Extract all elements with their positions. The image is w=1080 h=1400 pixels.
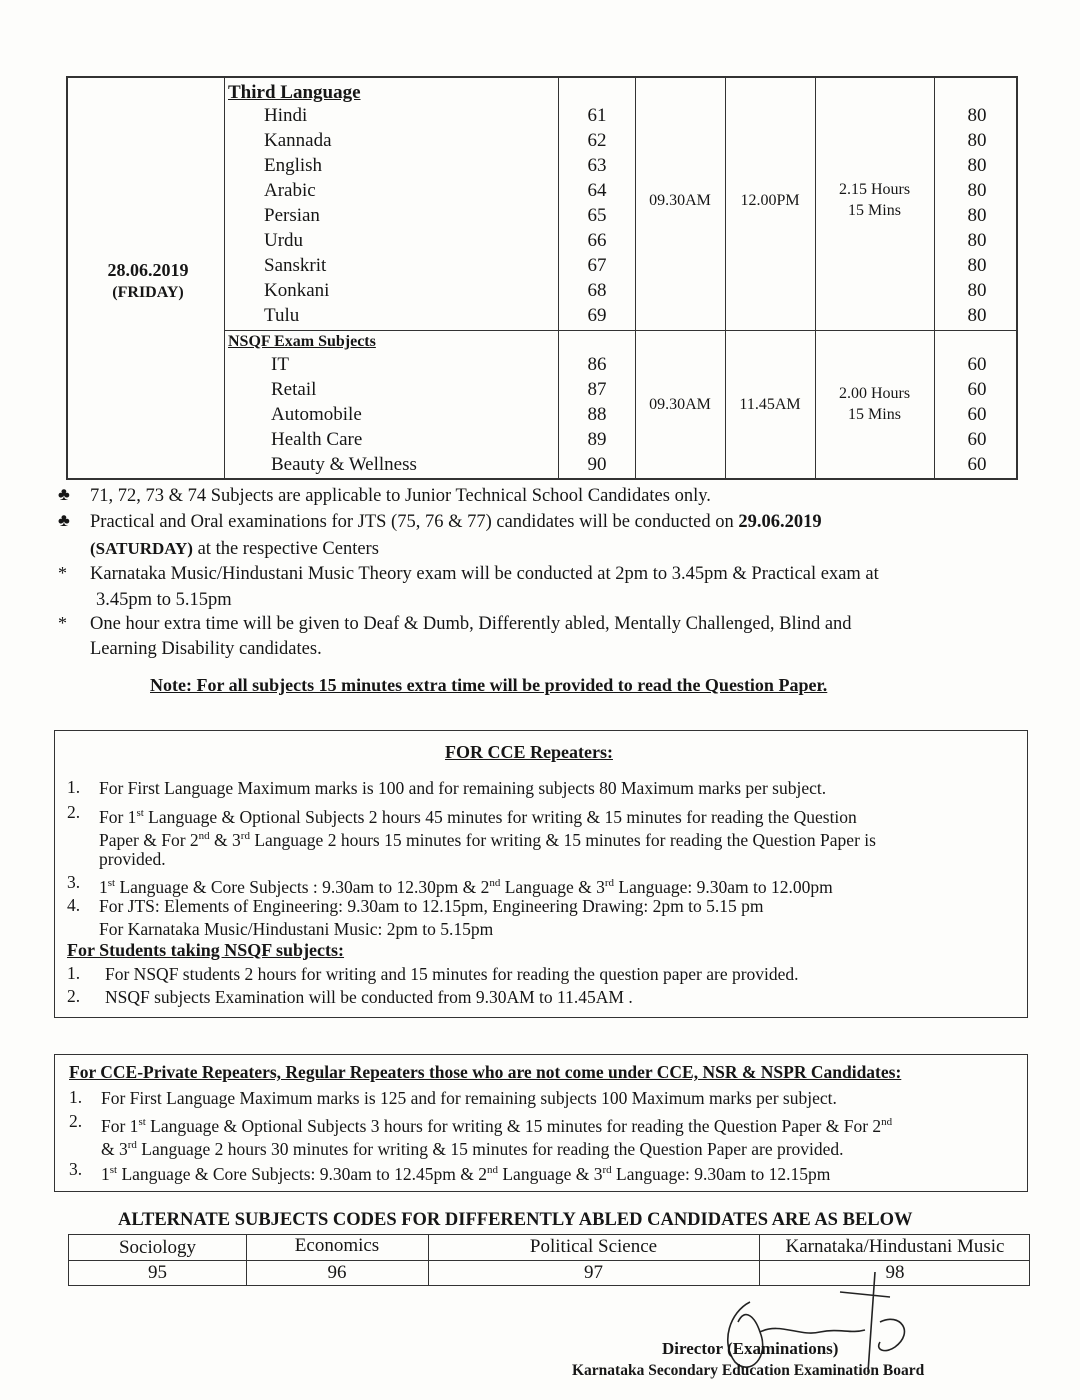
third_language-subject-code: 64 [587,180,607,201]
third_language-subject-marks: 80 [967,180,987,201]
alt-header-economics: Economics [294,1235,380,1256]
nsqf-subject-code: 87 [587,379,607,400]
t: Language 2 hours 15 minutes for writing & 15 minutes for reading the Question Paper is [249,829,876,850]
col-divider [934,78,935,478]
sup: st [136,807,144,819]
star-bullet: * [58,613,67,633]
cce-item-4: For JTS: Elements of Engineering: 9.30am to 12.15pm, Engineering Drawing: 2pm to 5.15 pm [99,896,764,916]
third_language-subject-code: 65 [587,205,607,226]
third_language-subject-name: Urdu [264,230,304,251]
t: Language: 9.30am to 12.00pm [614,876,833,897]
list-number: 1. [69,1087,83,1107]
sup: rd [240,830,250,842]
third_language-subject-marks: 80 [967,130,987,151]
sup: nd [486,1164,498,1176]
alt-code-political-science: 97 [584,1262,603,1283]
private-item-1: For First Language Maximum marks is 125 and for remaining subjects 100 Maximum marks per subject. [101,1088,837,1108]
main-note: Note: For all subjects 15 minutes extra time will be provided to read the Question Paper. [150,675,828,695]
nsqf-title: NSQF Exam Subjects [228,333,376,350]
cce-item-2-end: provided. [99,849,166,869]
sup: nd [198,830,210,842]
nsqf-subject-name: Health Care [271,429,363,450]
col-divider [558,78,559,478]
row-divider [69,1260,1029,1261]
col-divider [635,78,636,478]
list-number: 2. [67,802,81,822]
nsqf-subject-marks: 60 [967,354,987,375]
third_language-subject-marks: 80 [967,280,987,301]
exam-day: (FRIDAY) [112,284,184,301]
cce-repeaters-box [54,730,1028,1018]
nsqf-subject-code: 90 [587,454,607,475]
third_language-subject-marks: 80 [967,155,987,176]
alt-code-music: 98 [885,1262,905,1283]
sup: rd [602,1164,612,1176]
third-language-reading-time: 15 Mins [848,202,901,219]
nsqf-item-1: For NSQF students 2 hours for writing and 15 minutes for reading the question paper are provided. [105,964,799,984]
sup: nd [881,1116,893,1128]
t: Language & Optional Subjects 2 hours 45 minutes for writing & 15 minutes for reading the Question [143,806,857,827]
third-language-end: 12.00PM [740,192,800,209]
nsqf-students-title: For Students taking NSQF subjects: [67,940,345,960]
third_language-subject-code: 69 [587,305,607,326]
alternate-codes-title: ALTERNATE SUBJECTS CODES FOR DIFFERENTLY ABLED CANDIDATES ARE AS BELOW [118,1210,913,1230]
col-divider [725,78,726,478]
signature-role: Director (Examinations) [662,1339,839,1358]
third_language-subject-marks: 80 [967,305,987,326]
third_language-subject-code: 63 [587,155,607,176]
third_language-subject-name: Arabic [264,180,316,201]
nsqf-duration: 2.00 Hours [838,385,911,402]
sup: rd [127,1139,137,1151]
third_language-subject-code: 66 [587,230,607,251]
private-title: For CCE-Private Repeaters, Regular Repeaters those who are not come under CCE, NSR & NSPR Candidates: [69,1062,902,1082]
third_language-subject-name: Persian [264,205,320,226]
third-language-start: 09.30AM [649,192,711,209]
note-practical-exam-cont [90,536,379,562]
third_language-subject-name: English [264,155,323,176]
third_language-subject-name: Hindi [264,105,308,126]
private-item-3 [101,1159,830,1186]
nsqf-subject-marks: 60 [967,404,987,425]
list-number: 3. [67,872,81,892]
third_language-subject-marks: 80 [967,255,987,276]
private-repeaters-box [54,1054,1028,1192]
note-music-exam-cont: 3.45pm to 5.15pm [96,590,232,610]
third_language-subject-code: 67 [587,255,607,276]
note-practical-exam [90,510,1020,535]
list-number: 3. [69,1159,83,1179]
note-practical-text: Practical and Oral examinations for JTS (75, 76 & 77) candidates will be conducted on [90,512,734,532]
third_language-subject-name: Tulu [264,305,300,326]
t: Language & Optional Subjects 3 hours for writing & 15 minutes for reading the Question Paper & For 2 [145,1115,882,1136]
nsqf-subject-marks: 60 [967,379,987,400]
note-extra-time: One hour extra time will be given to Deaf & Dumb, Differently abled, Mentally Challenged, Blind and [90,614,852,634]
nsqf-subject-code: 89 [587,429,607,450]
nsqf-start: 09.30AM [649,396,711,413]
third_language-subject-marks: 80 [967,230,987,251]
third_language-subject-marks: 80 [967,105,987,126]
alt-header-sociology: Sociology [118,1237,197,1258]
t: 1 [99,876,108,897]
list-number: 1. [67,963,81,983]
alt-header-political-science: Political Science [529,1236,658,1257]
club-bullet: ♣ [58,510,70,530]
third_language-subject-name: Sanskrit [264,255,327,276]
exam-timetable [66,76,1018,480]
note-practical-centers: at the respective Centers [197,539,379,559]
club-bullet: ♣ [58,484,70,504]
t: Language & Core Subjects : 9.30am to 12.30pm & 2 [115,876,490,897]
nsqf-end: 11.45AM [739,396,801,413]
sup: st [107,877,116,889]
cce-item-1: For First Language Maximum marks is 100 and for remaining subjects 80 Maximum marks per subject. [99,778,827,798]
sup: nd [489,877,501,889]
list-number: 1. [67,777,81,797]
list-number: 2. [69,1111,83,1131]
note-practical-date: 29.06.2019 [738,512,822,532]
t: Language: 9.30am to 12.15pm [611,1163,831,1184]
nsqf-subject-code: 86 [587,354,607,375]
list-number: 2. [67,986,81,1006]
t: Language & 3 [497,1163,603,1184]
t: Language 2 hours 30 minutes for writing & 15 minutes for reading the Question Paper are provided. [136,1138,844,1159]
exam-date: 28.06.2019 [107,260,189,280]
note-extra-time-cont: Learning Disability candidates. [90,639,322,659]
cce-item-4-cont: For Karnataka Music/Hindustani Music: 2pm to 5.15pm [99,919,494,939]
nsqf-reading-time: 15 Mins [848,406,901,423]
nsqf-item-2: NSQF subjects Examination will be conducted from 9.30AM to 11.45AM . [105,987,633,1007]
nsqf-subject-marks: 60 [967,429,987,450]
t: 1 [101,1163,110,1184]
sup: st [138,1116,146,1128]
nsqf-subject-name: Automobile [271,404,362,425]
alt-code-sociology: 95 [148,1262,167,1283]
third-language-duration: 2.15 Hours [838,181,911,198]
t: Paper & For 2 [99,829,199,850]
note-music-exam: Karnataka Music/Hindustani Music Theory exam will be conducted at 2pm to 3.45pm & Practical exam at [90,564,879,584]
nsqf-subject-name: IT [271,354,289,375]
alt-header-music: Karnataka/Hindustani Music [785,1236,1005,1257]
alt-code-economics: 96 [327,1262,347,1283]
t: Language & Core Subjects: 9.30am to 12.45pm & 2 [117,1163,487,1184]
note-practical-day: (SATURDAY) [90,539,193,558]
cce-item-2-cont [99,825,1019,852]
t: & 3 [101,1138,128,1159]
sup: st [109,1164,118,1176]
star-bullet: * [58,563,67,583]
signature-org: Karnataka Secondary Education Examination Board [572,1362,925,1379]
note-jts-subjects: 71, 72, 73 & 74 Subjects are applicable to Junior Technical School Candidates only. [90,486,711,506]
t: For 1 [101,1115,139,1136]
cce-title: FOR CCE Repeaters: [445,742,613,762]
nsqf-subject-code: 88 [587,404,607,425]
third_language-subject-name: Kannada [264,130,332,151]
list-number: 4. [67,895,81,915]
third_language-subject-name: Konkani [264,280,330,301]
third_language-subject-code: 62 [587,130,607,151]
t: Language & 3 [500,876,605,897]
t: & 3 [209,829,241,850]
nsqf-subject-name: Retail [271,379,317,400]
t: For 1 [99,806,137,827]
sup: rd [604,877,615,889]
third_language-subject-code: 61 [587,105,607,126]
third-language-title: Third Language [228,82,361,103]
nsqf-subject-marks: 60 [967,454,987,475]
third_language-subject-marks: 80 [967,205,987,226]
nsqf-subject-name: Beauty & Wellness [271,454,417,475]
private-item-2-cont [101,1134,844,1161]
row-divider [224,330,1016,331]
third_language-subject-code: 68 [587,280,607,301]
